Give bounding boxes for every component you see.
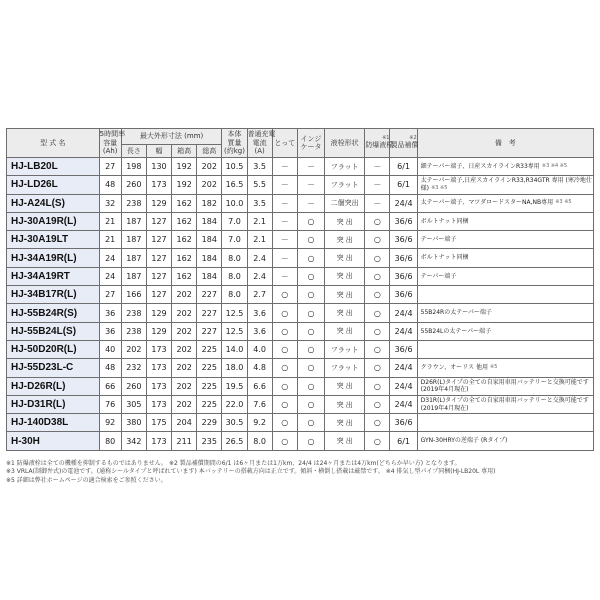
cell-box-height: 162 — [172, 231, 197, 249]
header-charge-current: 普通充電 電流 (A) — [247, 129, 272, 158]
cell-remarks — [417, 304, 593, 322]
cell-indicator: ○ — [297, 212, 324, 230]
cell-terminal-shape: フラット — [325, 176, 365, 194]
cell-handle: ○ — [272, 340, 297, 358]
battery-spec-sheet — [6, 128, 594, 451]
cell-weight: 22.0 — [222, 395, 247, 413]
cell-length: 166 — [121, 286, 146, 304]
cell-weight: 18.0 — [222, 359, 247, 377]
cell-capacity: 40 — [99, 340, 121, 358]
footnote-line: ※1 防爆液栓は全ての機種を抑制するものではありません。 ※2 製品補償期間の6/1 は6ヶ月または1万km、24/4 は24ヶ月または4万km(どちらか早い方) となります。 — [6, 460, 461, 467]
cell-total-height: 184 — [197, 212, 222, 230]
cell-capacity: 92 — [99, 414, 121, 432]
table-row — [7, 231, 594, 249]
cell-explosion-proof: ○ — [365, 414, 390, 432]
remarks-text: 細テーパー端子、日産スカイラインR33専用 — [420, 162, 540, 170]
cell-width: 173 — [146, 176, 171, 194]
cell-weight: 12.5 — [222, 304, 247, 322]
cell-warranty: 6/1 — [390, 432, 417, 450]
cell-length: 187 — [121, 249, 146, 267]
cell-terminal-shape: 突 出 — [325, 432, 365, 450]
remarks-text: テーパー端子 — [420, 236, 457, 244]
cell-length: 342 — [121, 432, 146, 450]
footnote-line: ※5 詳細は弊社ホームページの適合検索をご参照ください。 — [6, 476, 167, 484]
cell-charge-current: 5.5 — [247, 176, 272, 194]
cell-warranty: 36/6 — [390, 340, 417, 358]
cell-handle: ○ — [272, 432, 297, 450]
header-handle: とって — [272, 129, 297, 158]
cell-charge-current: 2.4 — [247, 249, 272, 267]
cell-remarks — [417, 395, 593, 413]
cell-indicator: ○ — [297, 377, 324, 395]
cell-remarks — [417, 432, 593, 450]
cell-box-height: 162 — [172, 267, 197, 285]
cell-capacity: 48 — [99, 359, 121, 377]
cell-width: 129 — [146, 194, 171, 212]
cell-handle: ○ — [272, 359, 297, 377]
cell-model: HJ-34B17R(L) — [7, 286, 100, 304]
table-row — [7, 212, 594, 230]
cell-indicator: ○ — [297, 340, 324, 358]
cell-remarks — [417, 212, 593, 230]
cell-remarks — [417, 194, 593, 212]
footnote-line: ※3 VRLA(制御弁式)の電池です。(通称シールタイプと呼ばれています) 本バッテリーの搭載方向は正立です。傾斜・横倒し搭載は厳禁です。 ※4 排気し型パイプ同梱(HJ-LB20L 専用) — [6, 468, 496, 476]
cell-model: HJ-D26R(L) — [7, 377, 100, 395]
cell-box-height: 162 — [172, 249, 197, 267]
cell-handle: ○ — [272, 286, 297, 304]
header-dimensions: 最大外形寸法 (mm) — [121, 129, 222, 145]
cell-box-height: 202 — [172, 322, 197, 340]
cell-indicator: ○ — [297, 414, 324, 432]
cell-model: HJ-55B24R(S) — [7, 304, 100, 322]
cell-indicator: － — [297, 194, 324, 212]
cell-terminal-shape: フラット — [325, 158, 365, 176]
cell-remarks — [417, 340, 593, 358]
header-width: 幅 — [146, 145, 171, 158]
cell-box-height: 211 — [172, 432, 197, 450]
cell-remarks — [417, 176, 593, 194]
cell-terminal-shape: 突 出 — [325, 395, 365, 413]
cell-length: 238 — [121, 322, 146, 340]
header-length: 長さ — [121, 145, 146, 158]
cell-model: HJ-34A19RT — [7, 267, 100, 285]
header-total-height: 総高 — [197, 145, 222, 158]
cell-width: 127 — [146, 249, 171, 267]
cell-charge-current: 2.1 — [247, 231, 272, 249]
header-capacity: 5時間率 容量 (Ah) — [99, 129, 121, 158]
cell-box-height: 202 — [172, 359, 197, 377]
cell-warranty: 36/6 — [390, 231, 417, 249]
cell-box-height: 202 — [172, 377, 197, 395]
cell-handle: － — [272, 212, 297, 230]
cell-explosion-proof: ○ — [365, 359, 390, 377]
cell-warranty: 24/4 — [390, 194, 417, 212]
cell-model: HJ-55D23L-C — [7, 359, 100, 377]
cell-width: 127 — [146, 267, 171, 285]
cell-model: HJ-A24L(S) — [7, 194, 100, 212]
cell-terminal-shape: 突 出 — [325, 304, 365, 322]
cell-width: 130 — [146, 158, 171, 176]
remarks-text: ボルトナット同梱 — [420, 254, 469, 262]
cell-weight: 19.5 — [222, 377, 247, 395]
cell-model: HJ-30A19R(L) — [7, 212, 100, 230]
cell-capacity: 27 — [99, 286, 121, 304]
remarks-text: D31R(L)タイプの全ての自家用車用バッテリーと交換可能です(2019年4月現在) — [420, 397, 589, 412]
cell-capacity: 48 — [99, 176, 121, 194]
remarks-footnote-ref: ※3 ※4 ※5 — [541, 162, 568, 169]
cell-width: 127 — [146, 231, 171, 249]
cell-width: 175 — [146, 414, 171, 432]
table-row — [7, 286, 594, 304]
cell-explosion-proof: ○ — [365, 304, 390, 322]
cell-total-height: 225 — [197, 395, 222, 413]
cell-length: 238 — [121, 304, 146, 322]
cell-charge-current: 8.0 — [247, 432, 272, 450]
cell-charge-current: 3.5 — [247, 194, 272, 212]
cell-capacity: 21 — [99, 212, 121, 230]
cell-total-height: 227 — [197, 286, 222, 304]
cell-capacity: 24 — [99, 267, 121, 285]
cell-explosion-proof: ○ — [365, 212, 390, 230]
cell-total-height: 227 — [197, 322, 222, 340]
cell-weight: 30.5 — [222, 414, 247, 432]
table-row — [7, 158, 594, 176]
cell-box-height: 162 — [172, 194, 197, 212]
cell-terminal-shape: 突 出 — [325, 377, 365, 395]
remarks-footnote-ref: ※5 — [490, 364, 498, 371]
cell-box-height: 192 — [172, 176, 197, 194]
cell-terminal-shape: 突 出 — [325, 267, 365, 285]
remarks-text: 55B24Rの太テーパー端子 — [420, 309, 492, 317]
cell-charge-current: 6.6 — [247, 377, 272, 395]
cell-indicator: ○ — [297, 359, 324, 377]
remarks-footnote-ref: ※3 ※5 — [555, 199, 572, 206]
cell-indicator: ○ — [297, 395, 324, 413]
cell-model: HJ-LB20L — [7, 158, 100, 176]
cell-indicator: ○ — [297, 231, 324, 249]
cell-warranty: 24/4 — [390, 322, 417, 340]
remarks-footnote-ref: ※3 ※5 — [431, 184, 448, 191]
remarks-text: テーパー端子 — [420, 272, 457, 280]
warranty-footnote-ref: ※2 — [409, 135, 417, 142]
cell-warranty: 24/4 — [390, 395, 417, 413]
cell-warranty: 6/1 — [390, 158, 417, 176]
cell-warranty: 24/4 — [390, 304, 417, 322]
cell-total-height: 202 — [197, 176, 222, 194]
cell-handle: ○ — [272, 304, 297, 322]
explosion-proof-footnote-ref: ※1 — [382, 135, 390, 142]
cell-terminal-shape: フラット — [325, 340, 365, 358]
cell-warranty: 36/6 — [390, 267, 417, 285]
header-remarks: 備 考 — [417, 129, 593, 158]
table-row — [7, 176, 594, 194]
cell-box-height: 192 — [172, 158, 197, 176]
cell-width: 173 — [146, 359, 171, 377]
cell-indicator: － — [297, 158, 324, 176]
cell-total-height: 184 — [197, 249, 222, 267]
table-row — [7, 395, 594, 413]
cell-explosion-proof: － — [365, 194, 390, 212]
cell-handle: － — [272, 176, 297, 194]
remarks-text: GYN-30HRYの逆端子 (Rタイプ) — [420, 437, 508, 445]
table-row — [7, 359, 594, 377]
cell-explosion-proof: ○ — [365, 231, 390, 249]
remarks-text: 55B24Lの太テーパー端子 — [420, 327, 492, 335]
cell-charge-current: 2.7 — [247, 286, 272, 304]
remarks-text: クラウン、オーリス 他用 — [420, 364, 488, 372]
cell-total-height: 229 — [197, 414, 222, 432]
cell-remarks — [417, 414, 593, 432]
cell-handle: ○ — [272, 414, 297, 432]
cell-explosion-proof: ○ — [365, 267, 390, 285]
cell-indicator: ○ — [297, 286, 324, 304]
cell-handle: ○ — [272, 322, 297, 340]
cell-explosion-proof: － — [365, 158, 390, 176]
cell-warranty: 24/4 — [390, 377, 417, 395]
cell-weight: 7.0 — [222, 212, 247, 230]
cell-box-height: 202 — [172, 286, 197, 304]
cell-charge-current: 4.0 — [247, 340, 272, 358]
cell-weight: 7.0 — [222, 231, 247, 249]
cell-capacity: 27 — [99, 158, 121, 176]
cell-explosion-proof: ○ — [365, 377, 390, 395]
cell-weight: 26.5 — [222, 432, 247, 450]
cell-model: HJ-LD26L — [7, 176, 100, 194]
cell-weight: 8.0 — [222, 286, 247, 304]
header-model: 型 式 名 — [7, 129, 100, 158]
cell-remarks — [417, 267, 593, 285]
table-row — [7, 377, 594, 395]
cell-length: 187 — [121, 267, 146, 285]
cell-handle: ○ — [272, 377, 297, 395]
cell-charge-current: 3.6 — [247, 322, 272, 340]
cell-charge-current: 3.6 — [247, 304, 272, 322]
cell-weight: 16.5 — [222, 176, 247, 194]
cell-remarks — [417, 322, 593, 340]
table-row — [7, 194, 594, 212]
cell-remarks — [417, 231, 593, 249]
cell-model: HJ-30A19LT — [7, 231, 100, 249]
cell-terminal-shape: 二個突出 — [325, 194, 365, 212]
cell-warranty: 6/1 — [390, 176, 417, 194]
cell-model: HJ-50D20R(L) — [7, 340, 100, 358]
table-row — [7, 340, 594, 358]
cell-warranty: 36/6 — [390, 212, 417, 230]
cell-terminal-shape: 突 出 — [325, 414, 365, 432]
cell-total-height: 184 — [197, 267, 222, 285]
cell-total-height: 202 — [197, 158, 222, 176]
cell-width: 173 — [146, 340, 171, 358]
cell-handle: － — [272, 158, 297, 176]
cell-capacity: 66 — [99, 377, 121, 395]
table-row — [7, 432, 594, 450]
cell-model: HJ-55B24L(S) — [7, 322, 100, 340]
table-row — [7, 322, 594, 340]
cell-box-height: 202 — [172, 395, 197, 413]
cell-length: 260 — [121, 176, 146, 194]
table-row — [7, 249, 594, 267]
cell-remarks — [417, 377, 593, 395]
header-explosion-proof: ※1 防爆液栓 — [365, 129, 390, 158]
cell-terminal-shape: フラット — [325, 359, 365, 377]
cell-warranty: 36/6 — [390, 414, 417, 432]
cell-weight: 8.0 — [222, 267, 247, 285]
cell-total-height: 184 — [197, 231, 222, 249]
cell-length: 187 — [121, 212, 146, 230]
cell-box-height: 204 — [172, 414, 197, 432]
cell-weight: 10.5 — [222, 158, 247, 176]
cell-width: 127 — [146, 212, 171, 230]
cell-length: 198 — [121, 158, 146, 176]
cell-terminal-shape: 突 出 — [325, 249, 365, 267]
cell-length: 238 — [121, 194, 146, 212]
spec-table — [6, 128, 594, 451]
cell-width: 173 — [146, 395, 171, 413]
cell-model: HJ-34A19R(L) — [7, 249, 100, 267]
cell-capacity: 32 — [99, 194, 121, 212]
cell-weight: 12.5 — [222, 322, 247, 340]
cell-handle: － — [272, 267, 297, 285]
cell-remarks — [417, 249, 593, 267]
cell-handle: － — [272, 249, 297, 267]
cell-weight: 10.0 — [222, 194, 247, 212]
cell-warranty: 36/6 — [390, 286, 417, 304]
remarks-text: ボルトナット同梱 — [420, 217, 469, 225]
cell-handle: － — [272, 194, 297, 212]
cell-terminal-shape: 突 出 — [325, 212, 365, 230]
cell-explosion-proof: ○ — [365, 432, 390, 450]
cell-terminal-shape: 突 出 — [325, 322, 365, 340]
cell-length: 202 — [121, 340, 146, 358]
cell-remarks — [417, 158, 593, 176]
table-row — [7, 414, 594, 432]
cell-explosion-proof: ○ — [365, 286, 390, 304]
header-weight: 本体 質量 (約kg) — [222, 129, 247, 158]
cell-width: 173 — [146, 432, 171, 450]
cell-model: H-30H — [7, 432, 100, 450]
cell-width: 127 — [146, 286, 171, 304]
cell-length: 260 — [121, 377, 146, 395]
cell-total-height: 235 — [197, 432, 222, 450]
cell-warranty: 36/6 — [390, 249, 417, 267]
footnotes — [6, 460, 594, 485]
table-row — [7, 304, 594, 322]
cell-charge-current: 4.8 — [247, 359, 272, 377]
cell-explosion-proof: － — [365, 176, 390, 194]
cell-indicator: ○ — [297, 322, 324, 340]
cell-capacity: 24 — [99, 249, 121, 267]
cell-total-height: 225 — [197, 377, 222, 395]
cell-indicator: ○ — [297, 432, 324, 450]
remarks-text: 太テーパー端子、マツダロードスターNA,NB専用 — [420, 199, 554, 207]
cell-remarks — [417, 359, 593, 377]
cell-indicator: ○ — [297, 267, 324, 285]
cell-warranty: 24/4 — [390, 359, 417, 377]
cell-box-height: 202 — [172, 340, 197, 358]
cell-terminal-shape: 突 出 — [325, 231, 365, 249]
cell-total-height: 225 — [197, 359, 222, 377]
cell-total-height: 227 — [197, 304, 222, 322]
remarks-text: D26R(L)タイプの全ての自家用車用バッテリーと交換可能です(2019年4月現在) — [420, 378, 589, 394]
table-row — [7, 267, 594, 285]
cell-capacity: 76 — [99, 395, 121, 413]
cell-charge-current: 2.1 — [247, 212, 272, 230]
cell-total-height: 182 — [197, 194, 222, 212]
table-header — [7, 129, 594, 158]
table-body — [7, 158, 594, 451]
cell-width: 129 — [146, 304, 171, 322]
remarks-text: 太テーパー端子,日産スカイラインR33,R34GTR 専用 (寒冷地仕様) — [420, 177, 592, 192]
cell-indicator: ○ — [297, 304, 324, 322]
cell-box-height: 162 — [172, 212, 197, 230]
header-box-height: 箱高 — [172, 145, 197, 158]
header-terminal-shape: 液栓形状 — [325, 129, 365, 158]
cell-handle: － — [272, 231, 297, 249]
cell-box-height: 202 — [172, 304, 197, 322]
cell-model: HJ-D31R(L) — [7, 395, 100, 413]
cell-total-height: 225 — [197, 340, 222, 358]
header-indicator: インジ ケータ — [297, 129, 324, 158]
cell-terminal-shape: 突 出 — [325, 286, 365, 304]
cell-length: 305 — [121, 395, 146, 413]
cell-remarks — [417, 286, 593, 304]
cell-indicator: ○ — [297, 249, 324, 267]
cell-capacity: 80 — [99, 432, 121, 450]
cell-weight: 8.0 — [222, 249, 247, 267]
cell-charge-current: 7.6 — [247, 395, 272, 413]
cell-length: 380 — [121, 414, 146, 432]
cell-width: 129 — [146, 322, 171, 340]
cell-capacity: 21 — [99, 231, 121, 249]
cell-charge-current: 9.2 — [247, 414, 272, 432]
cell-handle: ○ — [272, 395, 297, 413]
cell-explosion-proof: ○ — [365, 322, 390, 340]
cell-capacity: 36 — [99, 322, 121, 340]
cell-length: 232 — [121, 359, 146, 377]
header-warranty: ※2 製品補償 — [390, 129, 417, 158]
cell-explosion-proof: ○ — [365, 249, 390, 267]
cell-width: 173 — [146, 377, 171, 395]
cell-explosion-proof: ○ — [365, 395, 390, 413]
cell-capacity: 36 — [99, 304, 121, 322]
cell-model: HJ-140D38L — [7, 414, 100, 432]
cell-length: 187 — [121, 231, 146, 249]
cell-explosion-proof: ○ — [365, 340, 390, 358]
cell-charge-current: 2.4 — [247, 267, 272, 285]
cell-indicator: － — [297, 176, 324, 194]
cell-weight: 14.0 — [222, 340, 247, 358]
cell-charge-current: 3.5 — [247, 158, 272, 176]
